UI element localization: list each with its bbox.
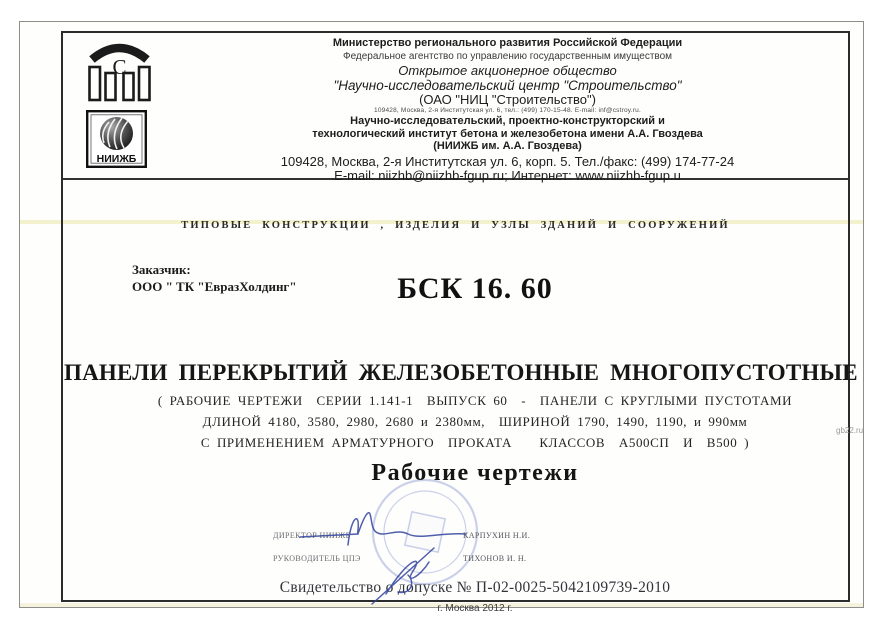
institute-line-1: Научно-исследовательский, проектно-конструкторский и xyxy=(350,115,665,127)
handwritten-signatures xyxy=(286,498,496,613)
signature-strokes xyxy=(300,513,466,604)
logo-letter: С xyxy=(112,55,127,79)
column-icon xyxy=(90,67,101,100)
letterhead-text xyxy=(163,36,852,183)
customer-name: ООО " ТК "ЕвразХолдинг" xyxy=(132,279,297,294)
ministry-line: Министерство регионального развития Российской Федерации xyxy=(332,37,683,49)
signature-role-director: ДИРЕКТОР НИИЖБ xyxy=(273,531,351,540)
institute-contacts: E-mail: niizhb@niizhb-fgup.ru; Интернет: www.niizhb-fgup.u xyxy=(334,167,681,183)
logo-label: НИИЖБ xyxy=(96,153,137,165)
column-icon xyxy=(139,67,150,100)
place-year-line: г. Москва 2012 г. xyxy=(437,603,513,614)
customer-label: Заказчик: xyxy=(132,262,191,277)
institute-address: 109428, Москва, 2-я Институтская ул. 6, корп. 5. Тел./факс: (499) 174-77-24 xyxy=(280,153,735,169)
company-type-line: Открытое акционерное общество xyxy=(398,63,617,78)
document-title: ПАНЕЛИ ПЕРЕКРЫТИЙ ЖЕЛЕЗОБЕТОННЫЕ МНОГОПУСТОТНЫЕ xyxy=(64,360,858,385)
signature-name-tikhonov: ТИХОНОВ И. Н. xyxy=(463,554,527,563)
signature-name-karpukhin: КАРПУХИН Н.И. xyxy=(463,531,531,540)
working-drawings-title: Рабочие чертежи xyxy=(371,460,579,486)
agency-line: Федеральное агентство по управлению государственным имуществом xyxy=(342,51,673,62)
institute-short-line: (НИИЖБ им. А.А. Гвоздева) xyxy=(433,140,582,152)
document-subtitle-1: ( РАБОЧИЕ ЧЕРТЕЖИ СЕРИИ 1.141-1 ВЫПУСК 60 - ПАНЕЛИ С КРУГЛЫМИ ПУСТОТАМИ xyxy=(157,393,793,408)
nic-stroitelstvo-logo xyxy=(88,42,151,102)
site-watermark: gb22.ru xyxy=(836,426,864,435)
company-name-line: "Научно-исследовательский центр "Строительство" xyxy=(333,78,682,93)
document-subtitle-2: ДЛИНОЙ 4180, 3580, 2980, 2680 и 2380мм, ШИРИНОЙ 1790, 1490, 1190, и 990мм xyxy=(202,414,748,429)
letterhead xyxy=(63,33,848,183)
series-band-title: ТИПОВЫЕ КОНСТРУКЦИИ , ИЗДЕЛИЯ И УЗЛЫ ЗДАНИЙ И СООРУЖЕНИЙ xyxy=(181,220,730,231)
document-subtitle-3: С ПРИМЕНЕНИЕМ АРМАТУРНОГО ПРОКАТА КЛАССОВ А500СП И В500 ) xyxy=(200,435,750,450)
niizhb-logo xyxy=(86,110,147,168)
document-sheet xyxy=(19,21,864,614)
company-short-line: (ОАО "НИЦ "Строительство") xyxy=(419,92,596,107)
institute-line-2: технологический институт бетона и железобетона имени А.А. Гвоздева xyxy=(312,127,703,140)
certificate-line: Свидетельство о допуске № П-02-0025-5042109739-2010 xyxy=(279,579,671,596)
document-code: БСК 16. 60 xyxy=(397,272,553,305)
company-address-line: 109428, Москва, 2-я Институтская ул. 6, тел.: (499) 170-15-48. E-mail: inf@cstroy.ru. xyxy=(374,107,641,114)
signature-role-head: РУКОВОДИТЕЛЬ ЦПЭ xyxy=(273,554,361,563)
